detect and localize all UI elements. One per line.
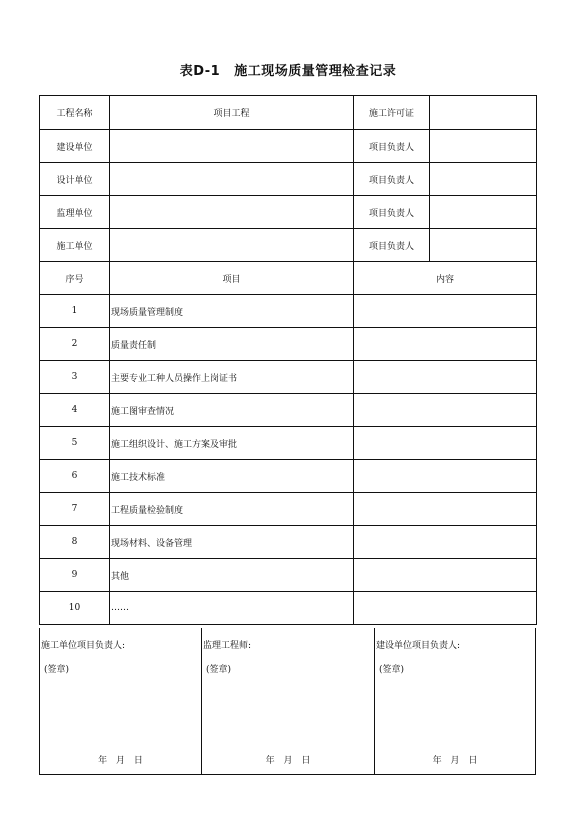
table-row [40,559,537,592]
label-construction-unit: 施工单位 [40,229,110,262]
value-construction-unit[interactable] [110,229,354,262]
header-row-project [40,96,537,130]
row-number: 9 [40,559,110,592]
row-number: 8 [40,526,110,559]
row-content[interactable] [354,295,537,328]
signature-section [39,628,536,775]
row-number: 10 [40,592,110,625]
form-id: 表D-1 [179,64,221,79]
value-supervision-manager[interactable] [430,196,537,229]
header-row-supervision [40,196,537,229]
column-header-item: 项目 [110,262,354,295]
label-supervision-manager: 项目负责人 [354,196,430,229]
table-row [40,328,537,361]
header-row-client [40,130,537,163]
form-name: 施工现场质量管理检查记录 [234,64,397,79]
column-header-content: 内容 [354,262,537,295]
signature-construction-manager[interactable] [40,628,201,774]
row-content[interactable] [354,559,537,592]
signature-role: 施工单位项目负责人: [41,641,126,651]
value-permit[interactable] [430,96,537,130]
label-permit: 施工许可证 [354,96,430,130]
row-item: …… [110,592,354,625]
inspection-table [39,95,537,625]
signature-supervising-engineer[interactable] [201,628,374,774]
header-row-design [40,163,537,196]
row-number: 3 [40,361,110,394]
signature-role: 建设单位项目负责人: [376,641,461,651]
row-item: 质量责任制 [110,328,354,361]
table-row [40,493,537,526]
row-item: 工程质量检验制度 [110,493,354,526]
row-item: 施工图审查情况 [110,394,354,427]
value-supervision-unit[interactable] [110,196,354,229]
value-construction-manager[interactable] [430,229,537,262]
row-number: 1 [40,295,110,328]
row-content[interactable] [354,526,537,559]
row-content[interactable] [354,427,537,460]
label-client-manager: 项目负责人 [354,130,430,163]
value-client-unit[interactable] [110,130,354,163]
row-content[interactable] [354,460,537,493]
label-design-manager: 项目负责人 [354,163,430,196]
table-row [40,295,537,328]
table-row [40,526,537,559]
row-content[interactable] [354,394,537,427]
signature-role: 监理工程师: [203,641,252,651]
table-row [40,394,537,427]
row-number: 4 [40,394,110,427]
signature-date: 年 月 日 [265,756,311,766]
row-content[interactable] [354,592,537,625]
column-header-row [40,262,537,295]
signature-client-manager[interactable] [374,628,535,774]
form-title [0,60,576,79]
table-row [40,427,537,460]
signature-seal: (签章) [379,665,405,675]
value-project-name[interactable]: 项目工程 [110,96,354,130]
label-project-name: 工程名称 [40,96,110,130]
row-item: 现场材料、设备管理 [110,526,354,559]
row-content[interactable] [354,328,537,361]
row-item: 现场质量管理制度 [110,295,354,328]
value-client-manager[interactable] [430,130,537,163]
label-construction-manager: 项目负责人 [354,229,430,262]
row-item: 施工组织设计、施工方案及审批 [110,427,354,460]
row-number: 6 [40,460,110,493]
row-item: 主要专业工种人员操作上岗证书 [110,361,354,394]
signature-seal: (签章) [44,665,70,675]
column-header-no: 序号 [40,262,110,295]
table-row [40,460,537,493]
row-number: 7 [40,493,110,526]
signature-seal: (签章) [206,665,232,675]
row-item: 施工技术标准 [110,460,354,493]
label-design-unit: 设计单位 [40,163,110,196]
row-item: 其他 [110,559,354,592]
value-design-manager[interactable] [430,163,537,196]
row-content[interactable] [354,493,537,526]
row-number: 5 [40,427,110,460]
table-row [40,592,537,625]
row-content[interactable] [354,361,537,394]
table-row [40,361,537,394]
label-client-unit: 建设单位 [40,130,110,163]
signature-date: 年 月 日 [98,756,143,766]
header-row-construction [40,229,537,262]
signature-date: 年 月 日 [432,756,478,766]
row-number: 2 [40,328,110,361]
value-design-unit[interactable] [110,163,354,196]
label-supervision-unit: 监理单位 [40,196,110,229]
